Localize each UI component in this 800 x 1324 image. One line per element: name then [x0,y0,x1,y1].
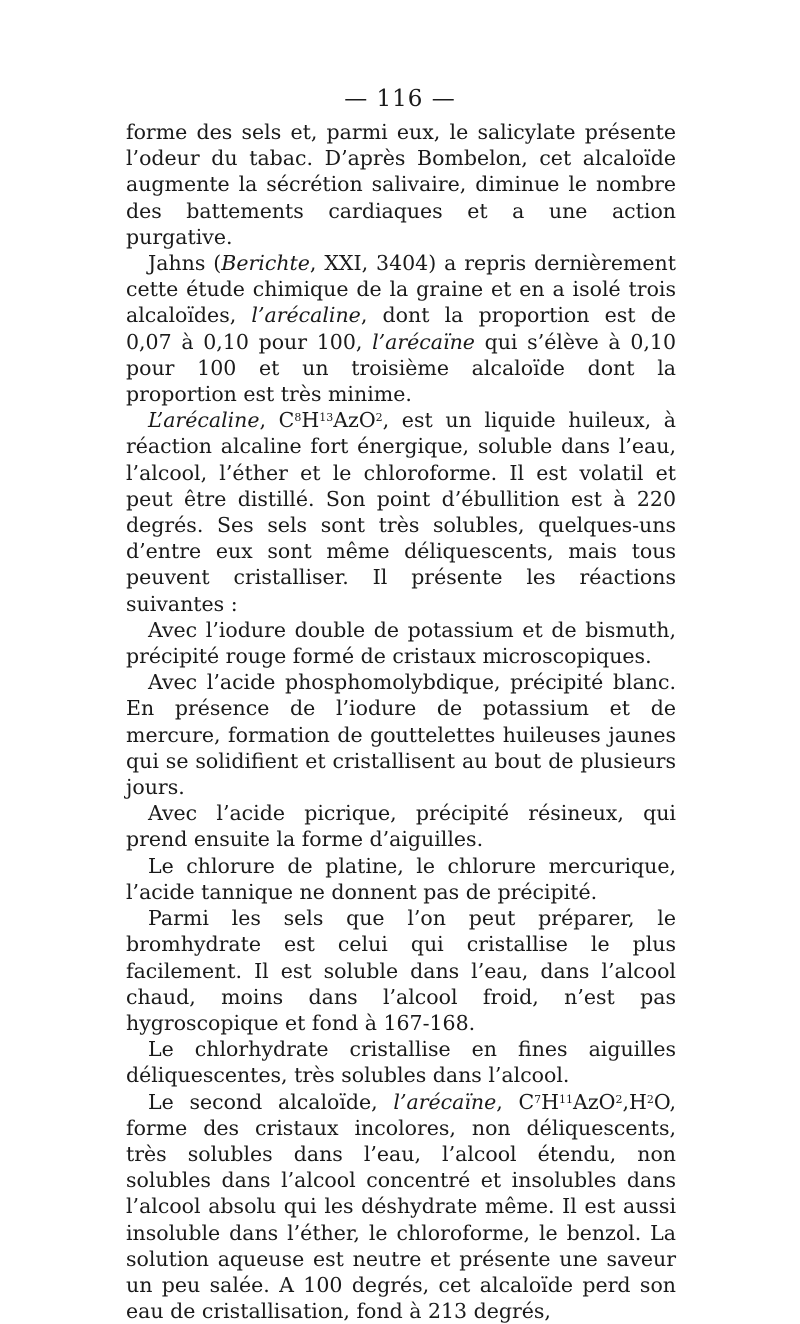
text-run: Le second alcaloïde, [148,1089,394,1114]
paragraph-9: Le chlorhydrate cristallise en fines aiguilles déliquescentes, très solubles dans l’alcool. [126,1037,676,1088]
formula-superscript: 2 [646,1092,654,1106]
text-run: , est un liquide huileux, à réaction alcaline fort énergique, soluble dans l’eau, l’alcool, l’éther et le chloroforme. Il est volatil et peut être distillé. Son point d’ébullition est à 220 degrés. Ses sels sont très solubles, quelques-uns d’entre eux sont même déliquescents, mais tous peuvent cristalliser. Il présente les réactions suivantes : [126,408,677,616]
text-run: ,H [622,1089,647,1114]
alkaloid-name: L’arécaline [148,408,260,433]
text-run: qui s’élève à 0,10 pour 100 et un troisième alcaloïde dont la proportion est très minime. [126,329,676,407]
text-run: H [301,408,320,433]
formula-superscript: 13 [319,411,334,425]
alkaloid-name: l’arécaline [251,303,361,328]
text-run: H [541,1089,560,1114]
paragraph-1: forme des sels et, parmi eux, le salicylate présente l’odeur du tabac. D’après Bombelon, cet alcaloïde augmente la sécrétion salivaire, diminue le nombre des battements cardiaques et a une action purgative. [126,120,676,249]
paragraph-4: Avec l’iodure double de potassium et de bismuth, précipité rouge formé de cristaux microscopiques. [126,617,676,669]
text-run: Jahns ( [148,251,222,276]
paragraph-5: Avec l’acide phosphomolybdique, précipité blanc. En présence de l’iodure de potassium et de mercure, formation de gouttelettes huileuses jaunes qui se solidifient et cristallisent au bout de plusieurs jours. [126,670,676,800]
paragraph-2 [126,250,676,407]
paragraph-10 [126,1089,676,1324]
formula-superscript: 11 [559,1092,574,1106]
text-run: AzO [573,1089,616,1114]
journal-title: Berichte [221,251,310,276]
formula-superscript: 8 [294,411,302,425]
body-text [126,119,676,1324]
formula-superscript: 2 [615,1092,623,1106]
paragraph-6: Avec l’acide picrique, précipité résineux, qui prend ensuite la forme d’aiguilles. [126,801,676,852]
page-number: — 116 — [344,86,456,112]
text-run: AzO [333,408,376,433]
paragraph-8: Parmi les sels que l’on peut préparer, le bromhydrate est celui qui cristallise le plus facilement. Il est soluble dans l’eau, dans l’alcool chaud, moins dans l’alcool froid, n’est pas hygroscopique et fond à 167-168. [126,906,676,1035]
text-run: O, forme des cristaux incolores, non déliquescents, très solubles dans l’eau, l’alcool étendu, non solubles dans l’alcool concentré et insolubles dans l’alcool absolu qui les déshydrate même. Il est aussi insoluble dans l’éther, le chloroforme, le benzol. La solution aqueuse est neutre et présente une saveur un peu salée. A 100 degrés, cet alcaloïde perd son eau de cristallisation, fond à 213 degrés, [126,1089,676,1324]
text-run: , C [496,1089,535,1114]
formula-superscript: 7 [534,1092,542,1106]
paragraph-7: Le chlorure de platine, le chlorure mercurique, l’acide tannique ne donnent pas de précipité. [126,853,676,904]
alkaloid-name: l’arécaïne [372,329,475,354]
text-run: , dont la proportion est de 0,07 à 0,10 pour 100, [126,303,676,354]
text-run: , XXI, 3404) a repris dernièrement cette étude chimique de la graine et en a isolé trois alcaloïdes, [126,251,676,328]
formula-superscript: 2 [375,411,383,425]
paragraph-3 [126,407,676,617]
alkaloid-name: l’arécaïne [393,1089,497,1114]
text-run: , C [259,408,295,433]
